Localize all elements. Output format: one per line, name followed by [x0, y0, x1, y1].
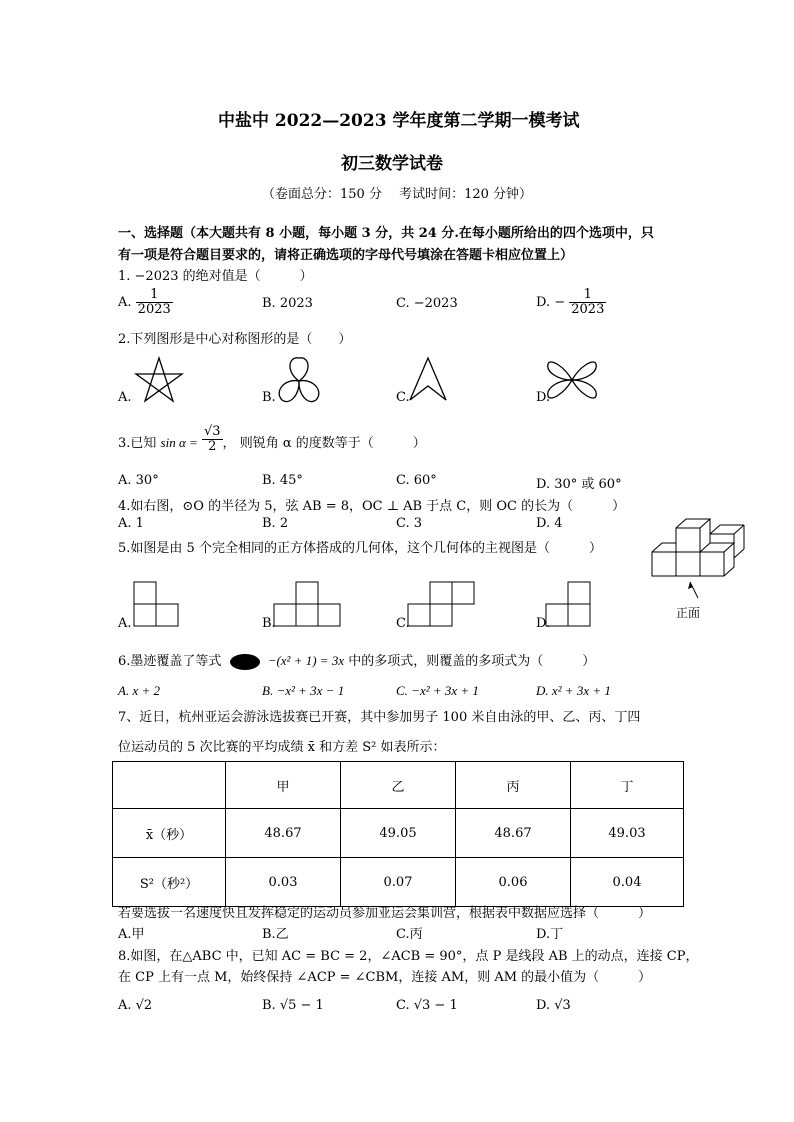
q7-option-c: C.丙: [396, 927, 423, 942]
table-cell: 0.03: [226, 858, 341, 907]
table-cell: 0.04: [571, 858, 684, 907]
q4-stem: 4.如右图，⊙O 的半径为 5，弦 AB = 8，OC ⊥ AB 于点 C，则 OC 的长为（ ）: [118, 499, 626, 514]
q8-option-a: A. √2: [118, 998, 153, 1013]
table-header-cell: 乙: [341, 762, 456, 809]
q3-option-b: B. 45°: [262, 473, 303, 488]
q6-math: −(x² + 1) = 3x: [267, 653, 345, 668]
star-figure: [134, 356, 184, 404]
table-row: [113, 809, 684, 858]
q1-option-b: B. 2023: [262, 296, 313, 311]
q1-option-d: [536, 288, 606, 317]
table-header-cell: 丙: [456, 762, 571, 809]
section-heading-line-1: 一、选择题（本大题共有 8 小题，每小题 3 分，共 24 分.在每小题所给出的四个选项中，只: [118, 226, 654, 241]
q3-fraction: [202, 425, 223, 454]
q3-option-a: A. 30°: [118, 473, 159, 488]
q2-option-a: A.: [118, 390, 132, 405]
q5-view-b: [272, 580, 342, 630]
table-cell: 49.05: [341, 809, 456, 858]
q4-option-d: D. 4: [536, 516, 563, 531]
q1-d-fraction: [569, 288, 606, 317]
q6-option-c: C. −x² + 3x + 1: [396, 683, 479, 698]
table-cell: x̄（秒）: [113, 809, 226, 858]
q1-d-num: 1: [569, 288, 606, 303]
q1-a-den: 2023: [137, 302, 171, 317]
q1-option-a: [118, 288, 173, 317]
table-cell: S²（秒²）: [113, 858, 226, 907]
q3-option-d: D. 30° 或 60°: [536, 477, 622, 492]
q5-option-a: A.: [118, 616, 132, 631]
results-table: [112, 761, 684, 907]
table-row: [113, 858, 684, 907]
q1-d-den: 2023: [571, 302, 605, 317]
front-view-label: 正面: [676, 606, 701, 620]
q1-stem: 1. −2023 的绝对值是（ ）: [118, 269, 313, 284]
exam-info: （卷面总分：150 分 考试时间：120 分钟）: [262, 187, 533, 202]
q3-comma: ，: [222, 436, 236, 451]
q7-option-a: A.甲: [118, 927, 145, 942]
q3-frac-num: √3: [203, 424, 221, 439]
q2-option-b: B.: [262, 390, 276, 405]
q2-option-c: C.: [396, 390, 410, 405]
q8-stem-line-2: 在 CP 上有一点 M，始终保持 ∠ACP = ∠CBM，连接 AM，则 AM 的最小值为（ ）: [118, 970, 652, 985]
q1-a-num: 1: [136, 288, 173, 303]
arrowhead-figure: [406, 356, 450, 404]
q3-stem: [118, 424, 426, 454]
q3-tail: 则锐角 α 的度数等于（ ）: [239, 436, 426, 451]
q4-option-b: B. 2: [262, 516, 289, 531]
q5-option-b: B.: [262, 616, 276, 631]
q5-view-d: [546, 580, 596, 630]
q7-after: 若要选拔一名速度快且发挥稳定的运动员参加亚运会集训营，根据表中数据应选择（ ）: [118, 906, 652, 921]
table-cell: 0.06: [456, 858, 571, 907]
q1-a-fraction: [136, 288, 173, 317]
q8-option-c: C. √3 − 1: [396, 998, 458, 1013]
q6-option-b: B. −x² + 3x − 1: [262, 683, 345, 698]
q7-option-b: B.乙: [262, 927, 289, 942]
q2-option-d: D.: [536, 390, 551, 405]
q8-option-b: B. √5 − 1: [262, 998, 324, 1013]
q3-frac-den: 2: [208, 439, 217, 454]
q5-option-c: C.: [396, 616, 410, 631]
section-heading-line-2: 有一项是符合题目要求的，请将正确选项的字母代号填涂在答题卡相应位置上）: [118, 248, 574, 263]
title-line-2: 初三数学试卷: [341, 154, 443, 174]
q7-stem-line-1: 7、近日，杭州亚运会游泳选拔赛已开赛，其中参加男子 100 米自由泳的甲、乙、丙、丁四: [118, 710, 641, 725]
q3-option-c: C. 60°: [396, 473, 437, 488]
q1-option-c: C. −2023: [396, 296, 458, 311]
q4-option-c: C. 3: [396, 516, 423, 531]
q1-d-label: D. −: [536, 295, 566, 310]
ink-blot: [230, 654, 260, 670]
q5-view-a: [132, 580, 182, 630]
q8-stem-line-1: 8.如图，在△ABC 中，已知 AC = BC = 2，∠ACB = 90°，点 P 是线段 AB 上的动点，连接 CP，: [118, 949, 699, 964]
q6-option-a: A. x + 2: [118, 683, 160, 698]
q6-stem: [118, 650, 595, 670]
q2-stem: 2.下列图形是中心对称图形的是（ ）: [118, 332, 352, 347]
title-line-1: 中盐中 2022—2023 学年度第二学期一模考试: [218, 111, 580, 131]
three-petal-figure: [272, 356, 326, 406]
table-cell: 0.07: [341, 858, 456, 907]
table-header-cell: [113, 762, 226, 809]
q4-option-a: A. 1: [118, 516, 144, 531]
four-petal-figure: [546, 354, 598, 406]
table-header-cell: 丁: [571, 762, 684, 809]
q3-pre: 3.已知: [118, 436, 157, 451]
q6-option-d: D. x² + 3x + 1: [536, 683, 611, 698]
q1-a-label: A.: [118, 295, 132, 310]
q8-option-d: D. √3: [536, 998, 571, 1013]
q5-view-c: [406, 580, 476, 630]
q6-pre: 6.墨迹覆盖了等式: [118, 654, 222, 669]
table-cell: 48.67: [456, 809, 571, 858]
q3-sin: sin α =: [160, 435, 198, 450]
table-cell: 48.67: [226, 809, 341, 858]
q7-stem-line-2: 位运动员的 5 次比赛的平均成绩 x̄ 和方差 S² 如表所示：: [118, 740, 446, 755]
q7-option-d: D.丁: [536, 927, 564, 942]
table-cell: 49.03: [571, 809, 684, 858]
table-header-row: [113, 762, 684, 809]
q6-post: 中的多项式，则覆盖的多项式为（ ）: [348, 654, 596, 669]
q5-stem: 5.如图是由 5 个完全相同的正方体搭成的几何体，这个几何体的主视图是（ ）: [118, 541, 602, 556]
q5-option-d: D.: [536, 616, 551, 631]
cube-solid-figure: [646, 514, 746, 604]
table-header-cell: 甲: [226, 762, 341, 809]
